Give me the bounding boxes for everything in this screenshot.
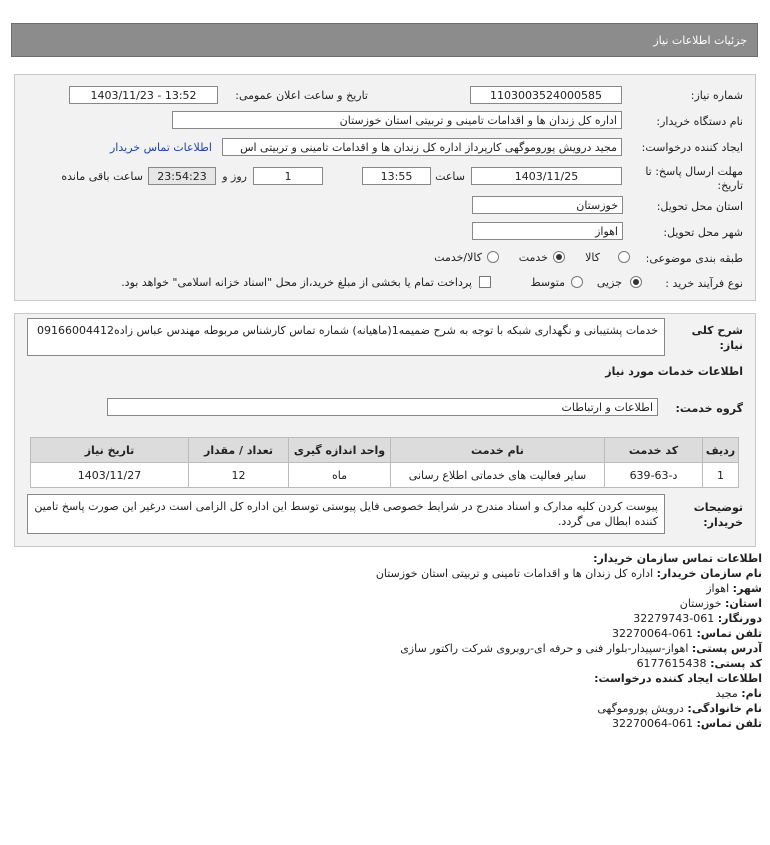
deadline-label-2: تاریخ: [717, 179, 743, 192]
cell-name: سایر فعالیت های خدماتی اطلاع رسانی [391, 463, 605, 488]
province-field[interactable]: خوزستان [472, 196, 623, 214]
buyer-phone-line-label: تلفن تماس: [696, 627, 762, 640]
buyer-province-line [680, 597, 762, 610]
creator-label: ایجاد کننده درخواست: [641, 141, 743, 154]
creator-name-line-label: نام: [741, 687, 762, 700]
buyer-org-line-value: اداره کل زندان ها و اقدامات تامینی و تربیتی استان خوزستان [375, 567, 654, 580]
buyer-postal-line-label: کد پستی: [710, 657, 762, 670]
creator-name-line [716, 687, 762, 700]
creator-name-line-value: مجید [715, 687, 738, 700]
buyer-org-line-label: نام سازمان خریدار: [656, 567, 762, 580]
payment-note: پرداخت تمام یا بخشی از مبلغ خرید،از محل "اسناد خزانه اسلامی" خواهد بود. [121, 276, 472, 289]
col-unit: واحد اندازه گیری [289, 438, 391, 463]
col-row: ردیف [703, 438, 739, 463]
summary-label: شرح کلی [691, 324, 743, 337]
buyer-org-field[interactable]: اداره کل زندان ها و اقدامات تامینی و تربیتی استان خوزستان [172, 111, 622, 129]
buyer-city-line [706, 582, 762, 595]
buyer-phone-line-value: 061-32270064 [612, 627, 694, 640]
process-option-medium: متوسط [530, 276, 565, 289]
buyer-fax-line [633, 612, 762, 625]
creator-field[interactable]: مجید درویش پوروموگهی کارپرداز اداره کل زندان ها و اقدامات تامینی و تربیتی اس [222, 138, 622, 156]
province-label: استان محل تحویل: [656, 200, 743, 213]
notes-label: توضیحات [693, 501, 743, 514]
buyer-fax-line-label: دورنگار: [717, 612, 762, 625]
page-header [11, 23, 758, 57]
cell-row: 1 [703, 463, 739, 488]
creator-phone-line-label: تلفن تماس: [696, 717, 762, 730]
days-field[interactable]: 1 [253, 167, 323, 185]
category-radio-goods[interactable] [618, 251, 630, 263]
need-number-field[interactable]: 1103003524000585 [470, 86, 622, 104]
services-table [30, 437, 739, 488]
creator-family-line-value: درویش پوروموگهی [597, 702, 684, 715]
category-option-service: خدمت [518, 251, 548, 264]
buyer-postal-line-value: 6177615438 [636, 657, 707, 670]
remaining-label: ساعت باقی مانده [61, 170, 143, 183]
notes-label-2: خریدار: [703, 516, 743, 529]
buyer-address-line-value: اهواز-سپیدار-بلوار فنی و حرفه ای-روبروی شرکت راکتور سازی [400, 642, 689, 655]
cell-code: د-63-639 [605, 463, 703, 488]
category-radio-service[interactable] [553, 251, 565, 263]
buyer-province-line-label: استان: [725, 597, 762, 610]
creator-phone-line [612, 717, 762, 730]
city-field[interactable]: اهواز [472, 222, 623, 240]
buyer-postal-line [637, 657, 762, 670]
notes-text: پیوست کردن کلیه مدارک و اسناد مندرج در شرایط خصوصی فایل پیوستی توسط این اداره کل الزامی است درغیر این صورت پاسخ تامین کننده ابطال می گردد. [27, 494, 665, 534]
category-radio-goods-service[interactable] [487, 251, 499, 263]
table-row [31, 463, 739, 488]
announce-label: تاریخ و ساعت اعلان عمومی: [235, 89, 368, 102]
page-title: جزئیات اطلاعات نیاز [653, 34, 747, 47]
category-option-goods: کالا [585, 251, 600, 264]
buyer-org-line [376, 567, 762, 580]
table-header-row [31, 438, 739, 463]
category-label: طبقه بندی موضوعی: [645, 252, 743, 265]
creator-family-line [597, 702, 762, 715]
process-option-minor: جزیی [596, 276, 622, 289]
buyer-org-label: نام دستگاه خریدار: [656, 115, 743, 128]
cell-date: 1403/11/27 [31, 463, 189, 488]
buyer-city-line-label: شهر: [732, 582, 762, 595]
deadline-date-field[interactable]: 1403/11/25 [471, 167, 622, 185]
col-date: تاریخ نیاز [31, 438, 189, 463]
deadline-label: مهلت ارسال پاسخ: تا [645, 165, 743, 178]
need-number-label: شماره نیاز: [690, 89, 743, 102]
service-group-field[interactable]: اطلاعات و ارتباطات [107, 398, 658, 416]
remaining-time-field: 23:54:23 [148, 167, 216, 185]
process-label: نوع فرآیند خرید : [665, 277, 743, 290]
summary-text: خدمات پشتیبانی و نگهداری شبکه با توجه به شرح ضمیمه1(ماهیانه) شماره تماس کارشناس مربوطه مهندس عباس زاده09166004412 [27, 318, 665, 356]
category-option-goods-service: کالا/خدمت [434, 251, 482, 264]
services-heading: اطلاعات خدمات مورد نیاز [605, 365, 743, 378]
service-group-label: گروه خدمت: [675, 402, 743, 415]
process-radio-minor[interactable] [630, 276, 642, 288]
days-label: روز و [222, 170, 247, 183]
need-info-panel [14, 74, 756, 301]
creator-phone-line-value: 061-32270064 [612, 717, 694, 730]
buyer-contact-heading: اطلاعات تماس سازمان خریدار: [593, 552, 762, 565]
col-name: نام خدمت [391, 438, 605, 463]
buyer-phone-line [612, 627, 762, 640]
summary-label-2: نیاز: [719, 339, 743, 352]
announce-field[interactable]: 1403/11/23 - 13:52 [69, 86, 218, 104]
time-label: ساعت [435, 170, 465, 183]
buyer-address-line-label: آدرس پستی: [691, 642, 762, 655]
treasury-payment-checkbox[interactable] [479, 276, 491, 288]
buyer-address-line [400, 642, 762, 655]
creator-family-line-label: نام خانوادگی: [687, 702, 762, 715]
process-radio-medium[interactable] [571, 276, 583, 288]
creator-contact-heading: اطلاعات ایجاد کننده درخواست: [594, 672, 762, 685]
deadline-time-field[interactable]: 13:55 [362, 167, 431, 185]
buyer-contact-link[interactable]: اطلاعات تماس خریدار [110, 141, 212, 154]
city-label: شهر محل تحویل: [663, 226, 743, 239]
col-quantity: تعداد / مقدار [189, 438, 289, 463]
buyer-fax-line-value: 061-32279743 [633, 612, 715, 625]
cell-quantity: 12 [189, 463, 289, 488]
col-code: کد خدمت [605, 438, 703, 463]
buyer-province-line-value: خوزستان [679, 597, 722, 610]
buyer-city-line-value: اهواز [706, 582, 730, 595]
cell-unit: ماه [289, 463, 391, 488]
